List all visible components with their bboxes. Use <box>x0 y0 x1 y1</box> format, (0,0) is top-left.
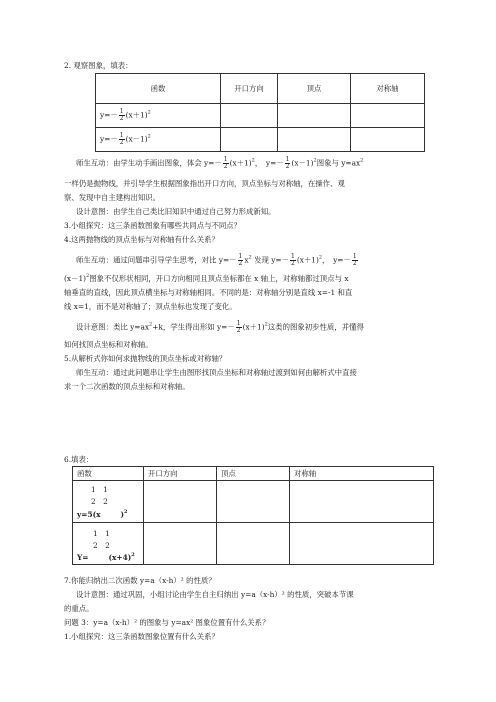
header-axis-6: 对称轴 <box>290 467 434 481</box>
interaction-text-3-line2: 求一个二次函数的顶点坐标和对称轴。 <box>64 382 190 391</box>
table-2-row1-opening[interactable] <box>221 104 278 128</box>
header-vertex-6: 顶点 <box>217 467 290 481</box>
header-function: 函数 <box>96 74 221 104</box>
question-5: 5.从解析式你如何求抛物线的顶点坐标或对称轴？ <box>64 354 227 363</box>
header-vertex: 顶点 <box>278 74 351 104</box>
interaction-text-2-line2: $(x-1)^2$图象不仅形状相同，开口方向相同且顶点坐标都在 x 轴上，对称轴都过顶点与 x <box>64 273 349 283</box>
table-2-row2-vertex[interactable] <box>278 128 351 152</box>
group-explore-1: 1.小组探究：这三条函数图象位置有什么关系？ <box>64 632 219 641</box>
interaction-text-3: 师生互动：通过此问题串让学生由图形找顶点坐标和对称轴过渡到如何由解析式中直接 <box>76 368 357 377</box>
section-6-title: 6.填表： <box>64 455 94 464</box>
table-6-row2-axis[interactable] <box>290 523 434 565</box>
table-6 <box>72 466 434 565</box>
table-6-row1-axis[interactable] <box>290 481 434 523</box>
table-2-row1-axis[interactable] <box>351 104 425 128</box>
question-7: 7.你能归纳出二次函数 y=a（x-h）² 的性质？ <box>64 576 216 585</box>
table-6-row1-vertex[interactable] <box>217 481 290 523</box>
design-intent-2-line2: 如何找顶点坐标和对称轴。 <box>64 340 153 349</box>
design-intent-2: 设计意图：类比 $y=ax^2+k$，学生得出形如 y=－ $\frac{1}{2}$ $(x+1)^2$这类的图象初步性质，并懂得 <box>76 320 364 334</box>
table-2-row1-vertex[interactable] <box>278 104 351 128</box>
section-2-title: 2. 观察图象，填表： <box>64 61 133 70</box>
interaction-text-2: 师生互动：通过问题串引导学生思考，对比 y=－ $\frac{1}{2}$ $x^2$ 发现 y=－ $\frac{1}{2}$ $(x+1)^2$， y=－ $\frac{1}{2}$ <box>76 253 357 267</box>
table-2-row1-function: y=－ $\frac{1}{2}$ $(x+1)^2$ <box>96 104 221 128</box>
interaction-text-1-line2: 一样仍是抛物线，并引导学生根据图象指出开口方向，顶点坐标与对称轴，在操作、观 <box>64 179 345 188</box>
table-6-row1-opening[interactable] <box>144 481 217 523</box>
design-intent-1: 设计意图：由学生自己类比旧知识中通过自己努力形成新知。 <box>76 207 276 216</box>
table-2 <box>95 73 425 152</box>
interaction-text-1: 师生互动：由学生动手画出图象，体会 y=－ $\frac{1}{2}$ $(x+1)^2$， y=－ $\frac{1}{2}$ $(x-1)^2$图象与 $y=ax^2$ <box>76 156 364 170</box>
header-axis: 对称轴 <box>351 74 425 104</box>
design-intent-3: 设计意图：通过巩固，小组讨论由学生自主归纳出 y=a（x-h）² 的性质，突破本节课 <box>76 590 354 599</box>
table-6-row2-opening[interactable] <box>144 523 217 565</box>
interaction-text-1-line3: 察、发现中自主建构出知识。 <box>64 193 161 202</box>
header-function-6: 函数 <box>73 467 144 481</box>
table-6-row2-function: 1 1 2 2 $Y= (x+4)^2$ <box>73 523 144 565</box>
problem-3: 问题 3：y=a（x-h）² 的图象与 y=ax² 图象位置有什么关系？ <box>64 618 270 627</box>
question-4: 4.这两抛物线的顶点坐标与对称轴有什么关系？ <box>64 235 219 244</box>
table-6-row1-function: 1 1 2 2 y=5(x )$^2$ <box>73 481 144 523</box>
table-2-row2-function: y=－ $\frac{1}{2}$ $(x-1)^2$ <box>96 128 221 152</box>
table-2-row2-axis[interactable] <box>351 128 425 152</box>
design-intent-3-line2: 的重点。 <box>64 604 94 613</box>
header-opening-6: 开口方向 <box>144 467 217 481</box>
header-opening: 开口方向 <box>221 74 278 104</box>
table-2-row2-opening[interactable] <box>221 128 278 152</box>
interaction-text-2-line3: 轴垂直的直线，因此顶点横坐标与对称轴相同。不同的是：对称轴分别是直线 x=-1 和直 <box>64 288 353 297</box>
interaction-text-2-line4: 线 x=1，而不是对称轴了；顶点坐标也发现了变化。 <box>64 302 237 311</box>
question-3: 3.小组探究：这三条函数图象有哪些共同点与不同点？ <box>64 221 242 230</box>
table-6-row2-vertex[interactable] <box>217 523 290 565</box>
